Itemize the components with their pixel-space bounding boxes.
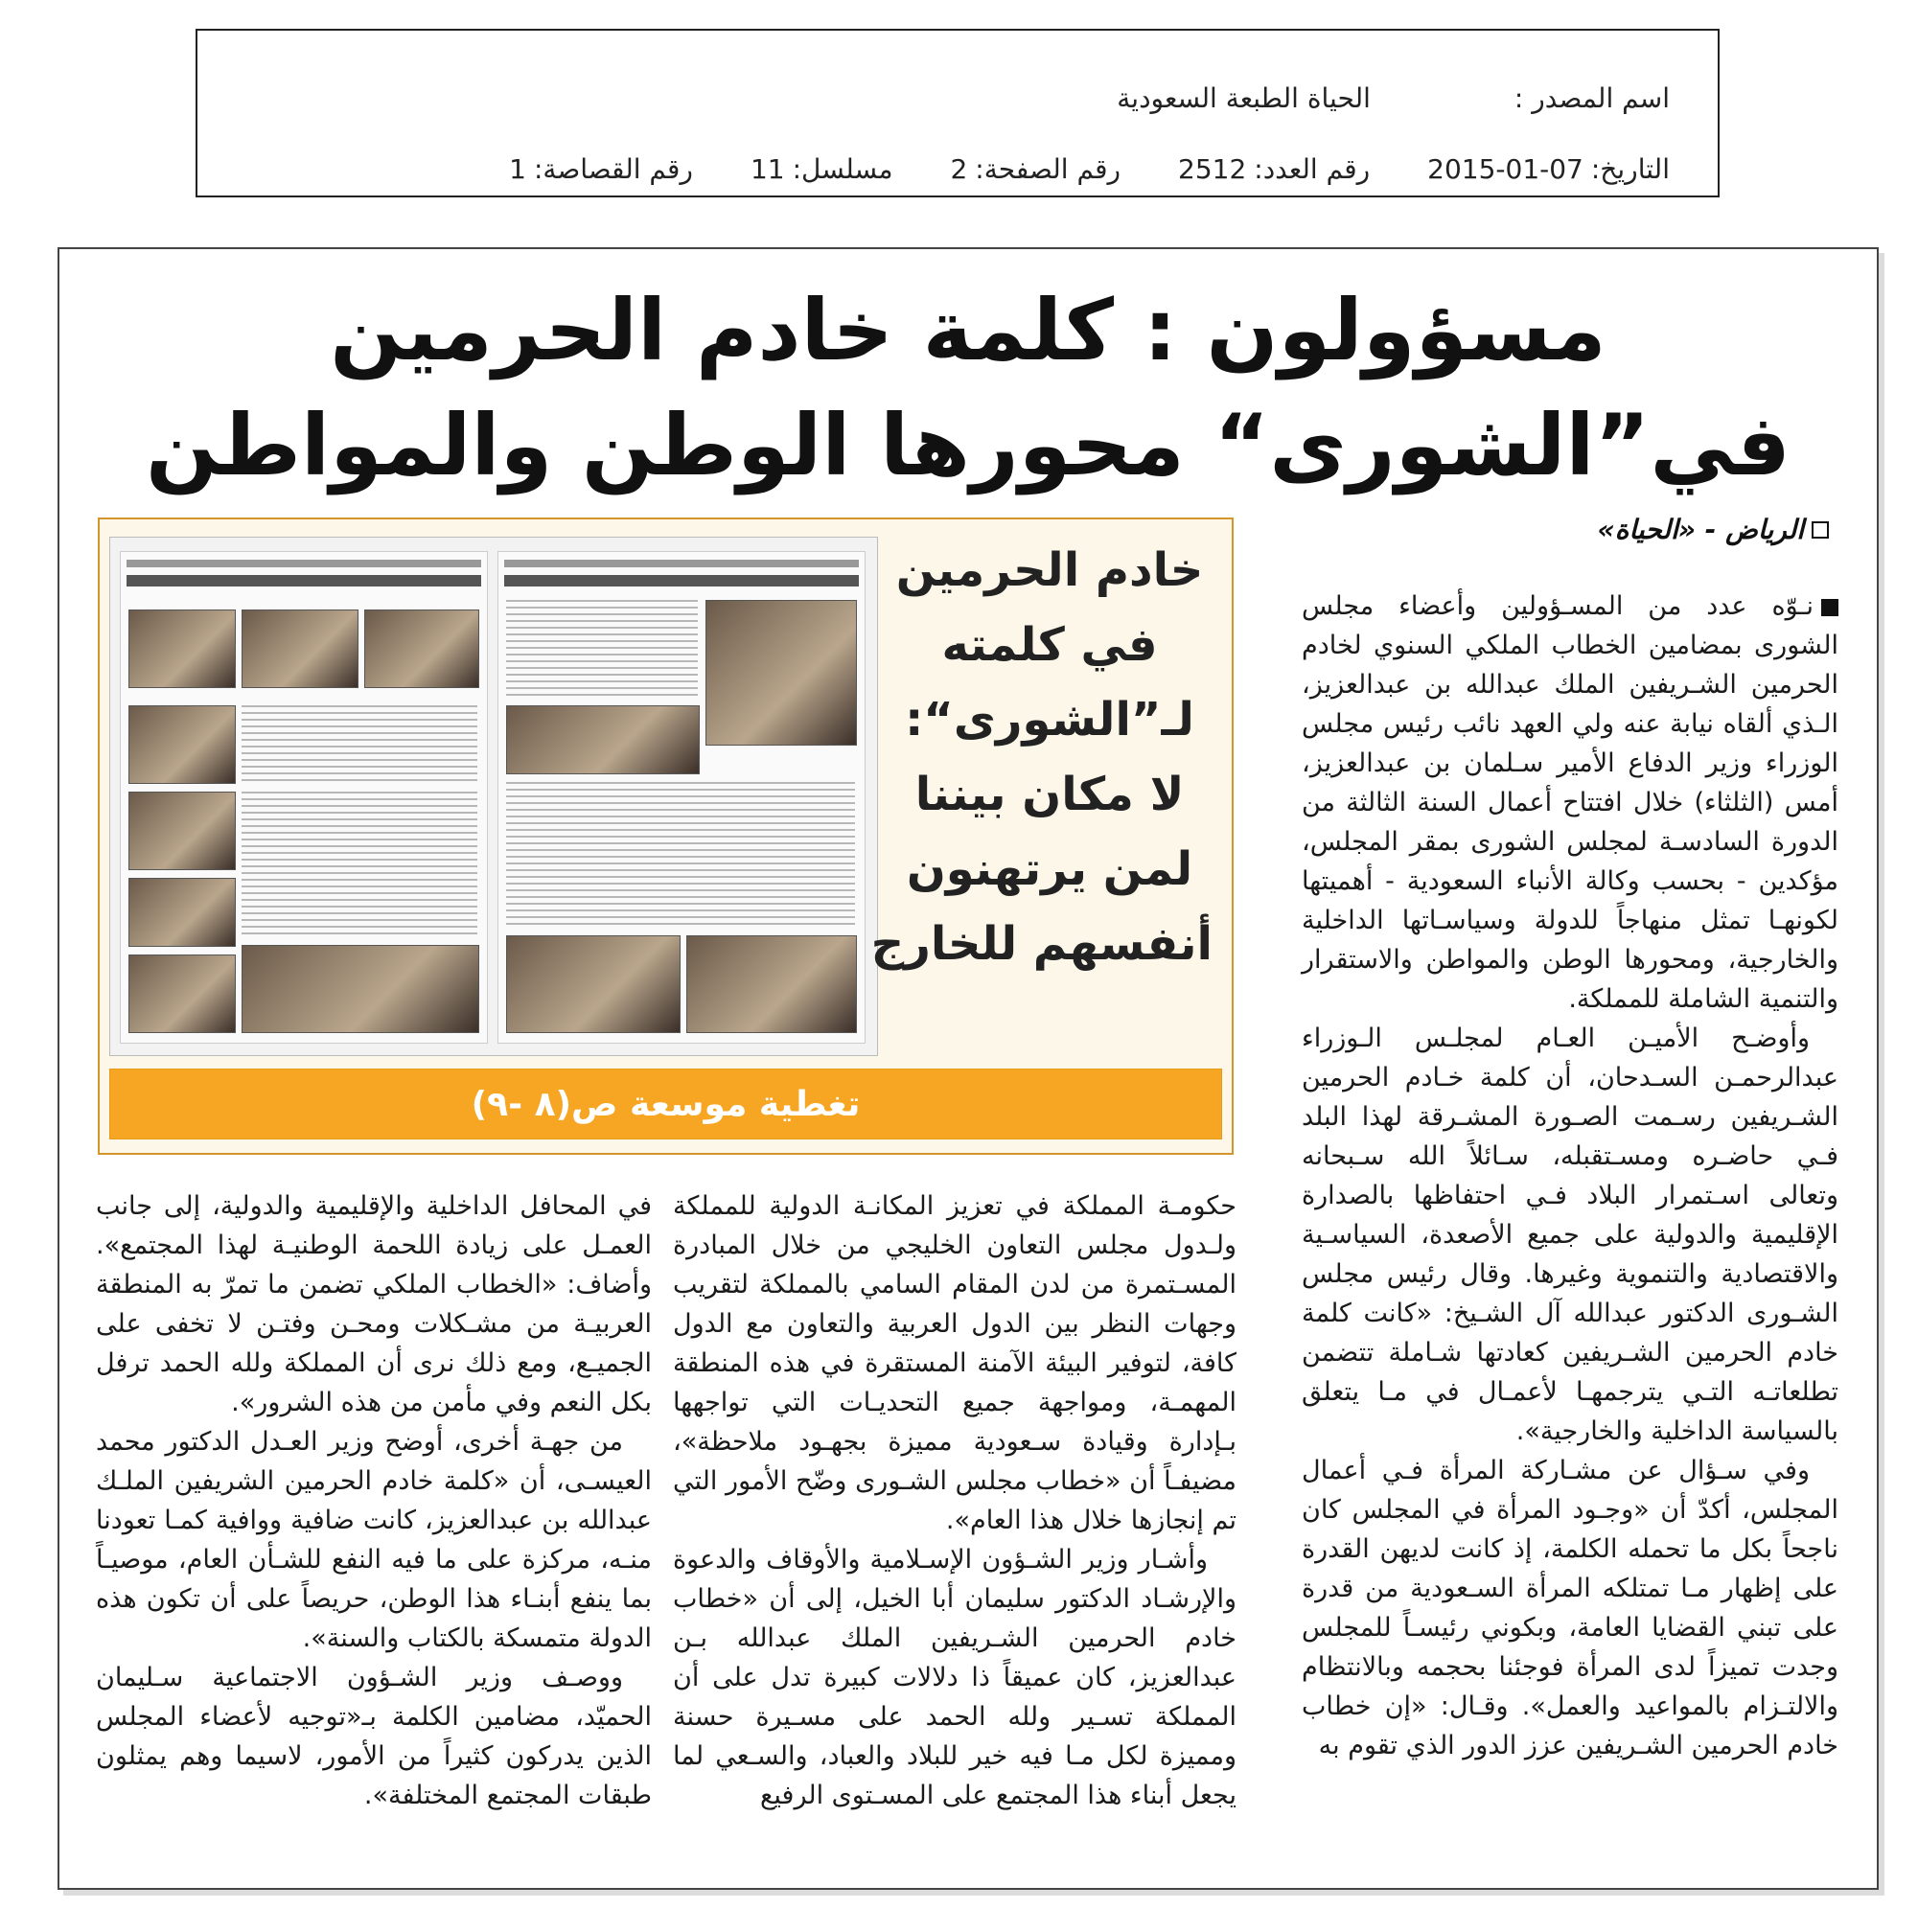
article-column-left <box>96 1186 652 1815</box>
dateline <box>1598 514 1829 545</box>
dateline-text: الرياض - «الحياة» <box>1597 514 1804 545</box>
date-value: 2015-01-07 <box>1427 152 1583 185</box>
paragraph: وأشـار وزير الشـؤون الإسـلامية والأوقاف والدعوة والإرشـاد الدكتور سليمان أبا الخيل، إلى أن «خطاب خادم الحرمين الشـريفين الملك عبدالله بـن عبدالعزيز، كان عميقاً ذا دلالات كبيرة تدل على أن المملكة تسـير ولله الحمد على مسـيرة حسنة ومميزة لكل مـا فيه خير للبلاد والعباد، والسـعي لما يجعل أبناء هذا المجتمع على المسـتوى الرفيع <box>673 1545 1236 1810</box>
promo-box <box>98 518 1234 1155</box>
page-label: رقم الصفحة: <box>975 152 1121 185</box>
serial-label: مسلسل: <box>792 152 893 185</box>
promo-headline <box>870 533 1213 981</box>
paragraph: وأوضـح الأميـن العـام لمجلـس الـوزراء عبدالرحمـن السـدحان، أن كلمة خـادم الحرمين الشـريفين رسـمت الصـورة المشـرقة لهذا البلد فـي حاضـره ومسـتقبله، سـائلاً الله سـبحانه وتعالى اسـتمرار البلاد فـي احتفاظها بالصدارة الإقليمية والدولية على جميع الأصعدة، السياسـية والاقتصادية والتنموية وغيرها. وقال رئيس مجلس الشـورى الدكتور عبدالله آل الشـيخ: «كانت كلمة خادم الحرمين الشـريفين كعادتها شـاملة تتضمن تطلعاتـه التـي يترجمهـا لأعمـال في مـا يتعلق بالسياسة الداخلية والخارجية». <box>1302 1024 1838 1446</box>
source-metadata-box <box>196 29 1720 197</box>
article-column-middle <box>673 1186 1236 1815</box>
article-clipping <box>58 247 1879 1890</box>
serial-value: 11 <box>750 152 785 185</box>
paragraph: في المحافل الداخلية والإقليمية والدولية، إلى جانب العمـل على زيادة اللحمة الوطنيـة لهذا المجتمع». وأضاف: «الخطاب الملكي تضمن ما تمرّ به المنطقة العربيـة من مشـكلات ومحـن وفتـن لا تخفى على الجميـع، ومع ذلك نرى أن المملكة ولله الحمد ترفل بكل النعم وفي مأمن من هذه الشرور». <box>96 1191 652 1417</box>
paragraph: ووصـف وزير الشـؤون الاجتماعية سـليمان الحميّد، مضامين الكلمة بـ«توجيه لأعضاء المجلس الذين يدركون كثيراً من الأمور، لاسيما وهم يمثلون طبقات المجتمع المختلفة». <box>96 1663 652 1810</box>
page-value: 2 <box>950 152 968 185</box>
lead-square-icon <box>1821 599 1838 616</box>
promo-line-1: خادم الحرمين <box>895 543 1204 597</box>
paragraph: من جهـة أخرى، أوضح وزير العـدل الدكتور محمد العيسـى، أن «كلمة خادم الحرمين الشريفين الملـك عبدالله بن عبدالعزيز، كانت ضافية ووافية كمـا تعودنا منـه، مركزة على ما فيه النفع للشـأن العام، موصيـاً بما ينفع أبنـاء هذا الوطن، حريصاً على أن تكون هذه الدولة متمسكة بالكتاب والسنة». <box>96 1427 652 1653</box>
clip-value: 1 <box>509 152 526 185</box>
square-bullet-icon <box>1812 521 1829 539</box>
source-row <box>245 79 1670 117</box>
paragraph: وفي سـؤال عن مشـاركة المرأة فـي أعمال المجلس، أكدّ أن «وجـود المرأة في المجلس كان ناجحاً بكل ما تحمله الكلمة، إذ كانت لديهن القدرة على إظهار مـا تمتلكه المرأة السـعودية من قدرة على تبني القضايا العامة، وبكوني رئيسـاً للمجلس وجدت تميزاً لدى المرأة فوجئنا بحجمه وبالانتظام والالتـزام بالمواعيد والعمل». وقـال: «إن خطاب خادم الحرمين الشـريفين عزز الدور الذي تقوم به <box>1302 1456 1838 1760</box>
source-label: اسم المصدر : <box>1514 81 1670 114</box>
article-column-right <box>1302 565 1838 1765</box>
issue-label: رقم العدد: <box>1254 152 1371 185</box>
promo-line-6: أنفسهم للخارج <box>870 917 1213 971</box>
date-label: التاريخ: <box>1590 152 1670 185</box>
promo-line-2: في كلمته <box>941 618 1158 672</box>
promo-line-5: لمن يرتهنون <box>906 842 1193 896</box>
promo-line-3: لـ”الشورى“: <box>905 693 1194 747</box>
headline-line-1: مسؤولون : كلمة خادم الحرمين <box>330 281 1606 380</box>
clip-label: رقم القصاصة: <box>534 152 693 185</box>
source-value: الحياة الطبعة السعودية <box>1117 81 1371 114</box>
thumbnail-page-right <box>497 551 866 1044</box>
paragraph-text: نـوّه عدد من المسـؤولين وأعضاء مجلس الشورى بمضامين الخطاب الملكي السنوي لخادم الحرمين الشـريفين الملك عبدالله بن عبدالعزيز، الـذي ألقاه نيابة عنه ولي العهد نائب رئيس مجلس الوزراء وزير الدفاع الأمير سـلمان بن عبدالعزيز، أمس (الثلثاء) خلال افتتاح أعمال السنة الثالثة من الدورة السادسـة لمجلس الشورى بمقر المجلس، مؤكدين - بحسب وكالة الأنباء السعودية - أهميتها لكونهـا تمثل منهاجاً للدولة وسياسـاتها الداخلية والخارجية، ومحورها الوطن والمواطن والاستقرار والتنمية الشاملة للمملكة. <box>1302 591 1838 1014</box>
promo-line-4: لا مكان بيننا <box>914 768 1185 821</box>
newspaper-pages-thumbnail <box>109 537 878 1056</box>
coverage-banner: تغطية موسعة ص(٨ -٩) <box>109 1069 1222 1139</box>
paragraph <box>1302 586 1838 1019</box>
paragraph: حكومـة المملكة في تعزيز المكانـة الدولية للمملكة ولـدول مجلس التعاون الخليجي من خلال المبادرة المسـتمرة من لدن المقام السامي بالمملكة لتقريب وجهات النظر بين الدول العربية والتعاون مع الدول كافة، لتوفير البيئة الآمنة المستقرة في هذه المنطقة المهمـة، ومواجهة جميع التحديـات التي تواجهها بـإدارة وقيادة سـعودية مميزة بجهـود ملاحظة»، مضيفـاً أن «خطاب مجلس الشـورى وضّح الأمور التي تم إنجازها خلال هذا العام». <box>673 1191 1236 1535</box>
thumbnail-page-left <box>120 551 488 1044</box>
headline-line-2: في”الشورى“ محورها الوطن والمواطن <box>145 396 1791 494</box>
issue-value: 2512 <box>1178 152 1247 185</box>
publication-details-row <box>245 150 1670 188</box>
